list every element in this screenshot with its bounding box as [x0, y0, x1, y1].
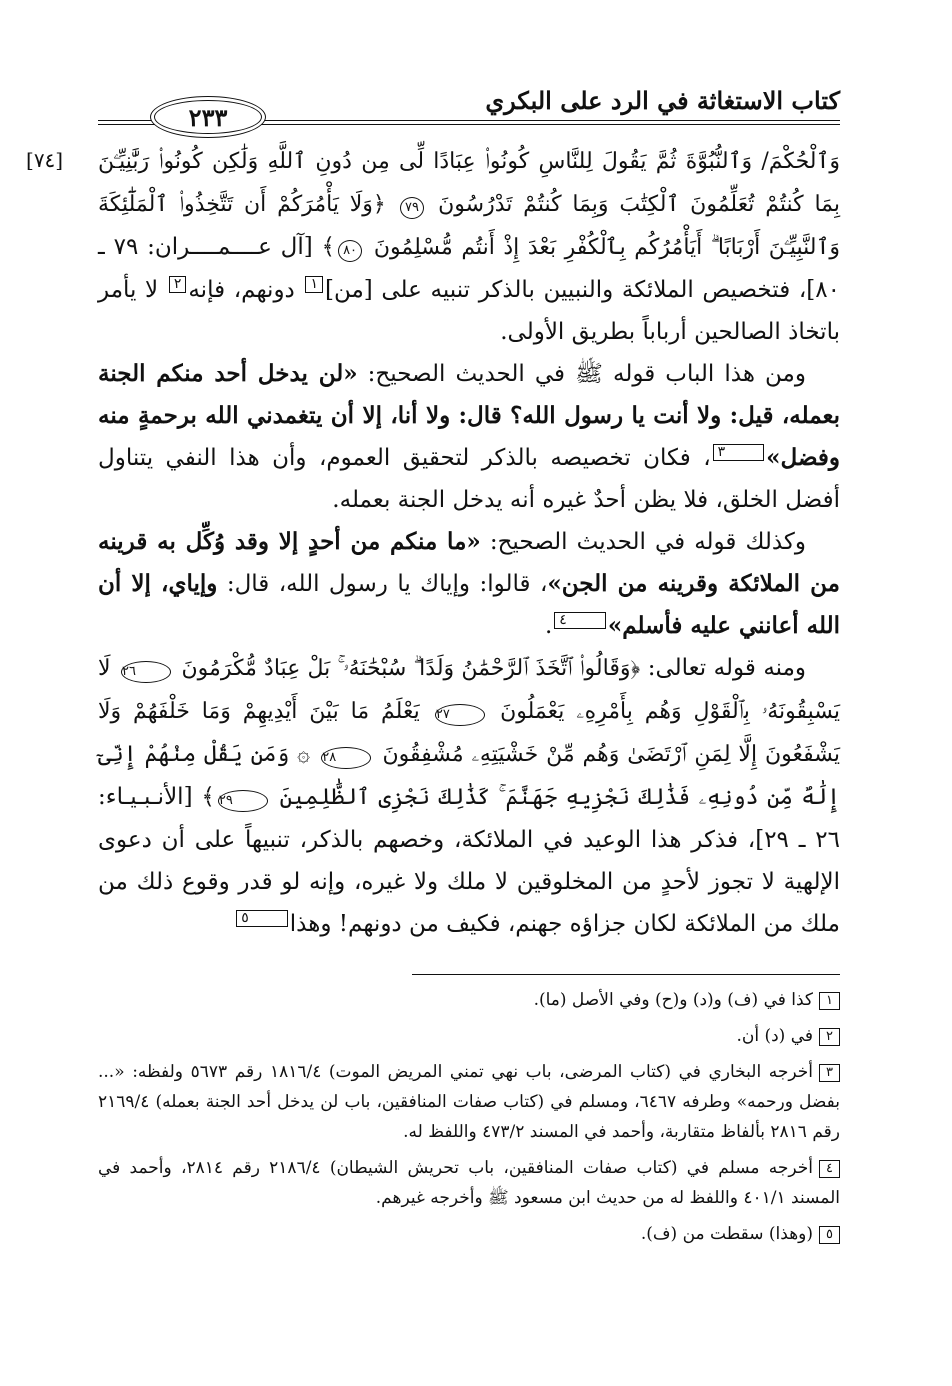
body-text: ، قالوا: وإياك يا رسول الله، قال: — [217, 571, 548, 597]
hadith-text: «لن يدخل أحد منكم الجنة بعمله، قيل: ولا أنت يا رسول الله؟ قال: ولا أنا، إلا أن يتغمدني الله برحمةٍ منه وفضل» — [98, 360, 840, 471]
ayah-number: ٧٩ — [400, 197, 424, 219]
quran-verse: وَٱلْحُكْمَ/ وَٱلنُّبُوَّةَ ثُمَّ يَقُولَ لِلنَّاسِ كُونُوا۟ عِبَادًا لِّى مِن دُونِ ٱللَّهِ وَلَٰكِن كُونُوا۟ رَبَّٰنِيِّـۧنَ بِمَا كُنتُمْ تُعَلِّمُونَ ٱلْكِتَٰبَ وَبِمَا كُنتُمْ تَدْرُسُونَ — [98, 149, 841, 217]
hadith-text: وإياي، إلا أن الله أعانني عليه فأسلم» — [98, 570, 840, 639]
footnote-ref[interactable]: ٢ — [169, 276, 187, 293]
quran-verse: ﴿وَقَالُوا۟ ٱتَّخَذَ ٱلرَّحْمَٰنُ وَلَدًا ۗ سُبْحَٰنَهُۥ ۚ بَلْ عِبَادٌ مُّكْرَمُونَ — [181, 656, 641, 681]
footnote-ref[interactable]: ٥ — [236, 910, 288, 927]
footnotes — [98, 985, 840, 1255]
quran-citation: ﴾ [آل عــــمــــران: ٧٩ ـ ٨٠]، — [98, 234, 840, 303]
page-number-frame — [150, 96, 266, 138]
body-text: ومن هذا الباب قوله ﷺ في الحديث الصحيح: — [357, 361, 806, 387]
ayah-number: ٢٩ — [218, 790, 268, 812]
footnote-text: (وهذا) سقطت من (ف). — [640, 1224, 814, 1244]
footnote — [98, 1219, 840, 1249]
footnote-number: ٣ — [819, 1064, 840, 1082]
footnote — [98, 1057, 840, 1147]
footnote-number: ٥ — [819, 1226, 840, 1244]
footnote-text: في (د) أن. — [736, 1026, 814, 1046]
footnote-text: أخرجه البخاري في (كتاب المرضى، باب نهي تمني المريض الموت) ١٨١٦/٤ رقم ٥٦٧٣ ولفظه: «... بفضل ورحمه» وطرفه ٦٤٦٧، ومسلم في (كتاب صفات المنافقين، باب لن يدخل أحد الجنة بعمله) ٢١٦٩/٤ رقم ٢٨١٦ بألفاظ متقاربة، وأحمد في المسند ٤٧٣/٢ واللفظ له. — [98, 1062, 840, 1142]
footnote-number: ٢ — [819, 1028, 840, 1046]
page-header — [98, 78, 840, 132]
footnote-text: كذا في (ف) و(د) و(ح) وفي الأصل (ما). — [533, 990, 814, 1010]
footnote — [98, 985, 840, 1015]
body-text: ومنه قوله تعالى: — [640, 655, 807, 681]
footnote-ref[interactable]: ٣ — [713, 444, 765, 461]
book-title: كتاب الاستغاثة في الرد على البكري — [485, 86, 840, 115]
body-text: لا يأمر باتخاذ الصالحين أرباباً بطريق الأولى. — [98, 277, 840, 345]
ayah-number: ٢٧ — [435, 704, 485, 726]
ayah-number: ٨٠ — [338, 240, 362, 262]
body-text: وكذلك قوله في الحديث الصحيح: — [480, 529, 806, 555]
footnote-separator — [412, 974, 840, 975]
footnote-number: ١ — [819, 992, 840, 1010]
footnote-text: أخرجه مسلم في (كتاب صفات المنافقين، باب تحريش الشيطان) ٢١٨٦/٤ رقم ٢٨١٤، وأحمد في المسند ٤٠١/١ واللفظ له من حديث ابن مسعود ﷺ وأخرجه غيرهم. — [98, 1158, 840, 1208]
ayah-number: ٢٦ — [121, 661, 171, 683]
paragraph-4 — [98, 647, 840, 945]
body-text: ، فكان تخصيصه بالذكر لتحقيق العموم، وأن هذا النفي يتناول أفضل الخلق، فلا يظن أحدٌ غيره أنه يدخل الجنة بعمله. — [98, 445, 840, 513]
page-number: ٢٣٣ — [188, 102, 228, 132]
footnote-ref[interactable]: ١ — [305, 276, 323, 293]
main-text — [98, 140, 840, 945]
paragraph-3: وكذلك قوله في الحديث الصحيح: «ما منكم من أحدٍ إلا وقد وُكِّل به قرينه من الملائكة وقرينه من الجن»، قالوا: وإياك يا رسول الله، قال: وإياي، إلا أن الله أعانني عليه فأسلم»٤. — [98, 528, 841, 639]
paragraph-1 — [98, 140, 840, 353]
paragraph-2 — [98, 353, 840, 521]
quran-verse: ﴿وَلَا يَأْمُرَكُمْ أَن تَتَّخِذُوا۟ ٱلْمَلَٰٓئِكَةَ وَٱلنَّبِيِّـۧنَ أَرْبَابًا ۗ أَيَأْمُرُكُم بِٱلْكُفْرِ بَعْدَ إِذْ أَنتُم مُّسْلِمُونَ — [98, 192, 841, 260]
footnote-ref[interactable]: ٤ — [554, 612, 606, 629]
quran-verse: يَعْلَمُ مَا بَيْنَ أَيْدِيهِمْ وَمَا خَلْفَهُمْ وَلَا يَشْفَعُونَ إِلَّا لِمَنِ ٱرْتَضَىٰ وَهُم مِّنْ خَشْيَتِهِۦ مُشْفِقُونَ — [98, 699, 840, 767]
body-text: فذكر هذا الوعيد في الملائكة، وخصهم بالذكر، تنبيهاً على أن دعوى الإلهية لا تجوز لأحدٍ من المخلوقين لا ملك ولا غيره، وإنه لو قدر وقوع ذلك من ملك من الملائكة لكان جزاؤه جهنم، فكيف من دونهم! وهذا — [98, 827, 840, 937]
footnote-number: ٤ — [819, 1160, 840, 1178]
body-text: دونهم، فإنه — [188, 277, 295, 303]
quran-verse: لَا يَسْبِقُونَهُۥ بِٱلْقَوْلِ وَهُم بِأَمْرِهِۦ يَعْمَلُونَ — [98, 656, 840, 724]
hadith-text: «ما منكم من أحدٍ إلا وقد وُكِّل به قرينه من الملائكة وقرينه من الجن» — [98, 528, 841, 597]
ayah-number: ٢٨ — [321, 747, 371, 769]
quran-citation: ﴾ [الأنـبـيـاء: ٢٦ ـ ٢٩]، — [98, 784, 840, 853]
footnote — [98, 1021, 840, 1051]
body-text: فتخصيص الملائكة والنبيين بالذكر تنبيه على [من] — [324, 277, 791, 303]
quran-verse: ۞ وَمَن يَقُلْ مِنْهُمْ إِنِّىٓ إِلَٰهٌ مِّن دُونِهِۦ فَذَٰلِكَ نَجْزِيهِ جَهَنَّمَ ۚ كَذَٰلِكَ نَجْزِى ٱلظَّٰلِمِينَ — [98, 742, 841, 810]
original-page-ref: [٧٤] — [26, 148, 64, 172]
footnote — [98, 1153, 840, 1213]
